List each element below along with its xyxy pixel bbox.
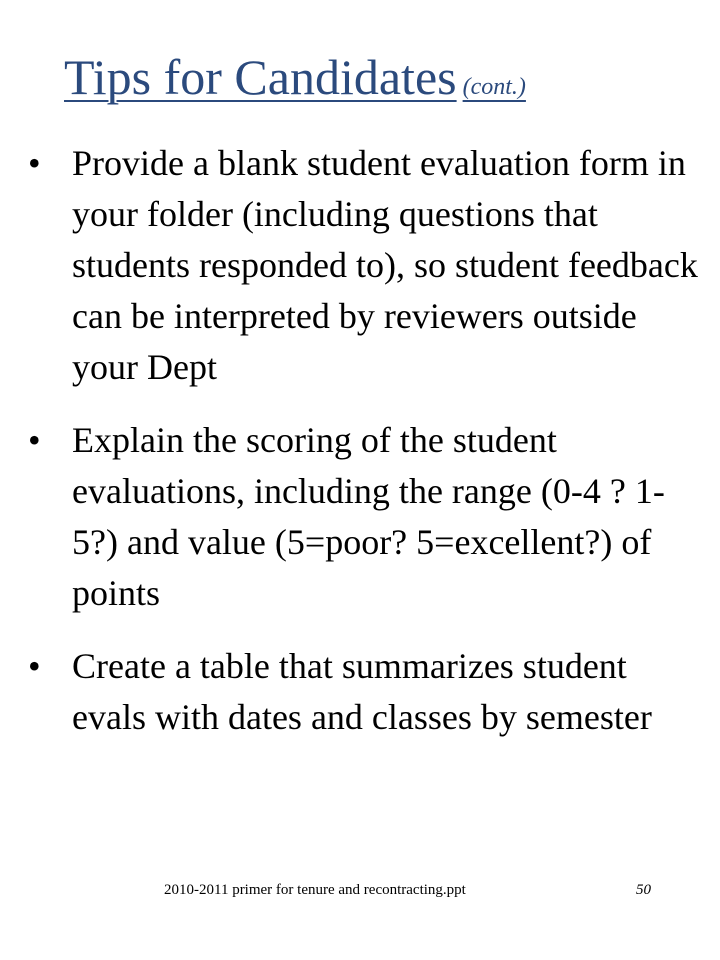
bullet-text: Explain the scoring of the student evaluations, including the range (0-4 ? 1-5?) and value (5=poor? 5=excellent?) of points [72,420,665,613]
slide-title-suffix: (cont.) [462,74,526,100]
bullet-icon: • [28,143,41,183]
bullet-text: Provide a blank student evaluation form in your folder (including questions that students responded to), so student feedback can be interpreted by reviewers outside your Dept [72,143,698,387]
footer-filename: 2010-2011 primer for tenure and recontracting.ppt [164,882,466,898]
bullet-item [28,415,698,619]
bullet-list [28,138,698,765]
bullet-item [28,641,698,743]
bullet-icon: • [28,646,41,686]
slide-title-text: Tips for Candidates [64,49,457,105]
slide-footer [0,882,720,906]
bullet-icon: • [28,420,41,460]
bullet-text: Create a table that summarizes student evals with dates and classes by semester [72,646,652,737]
bullet-item [28,138,698,393]
slide-title [64,42,684,112]
page-number: 50 [636,882,651,898]
